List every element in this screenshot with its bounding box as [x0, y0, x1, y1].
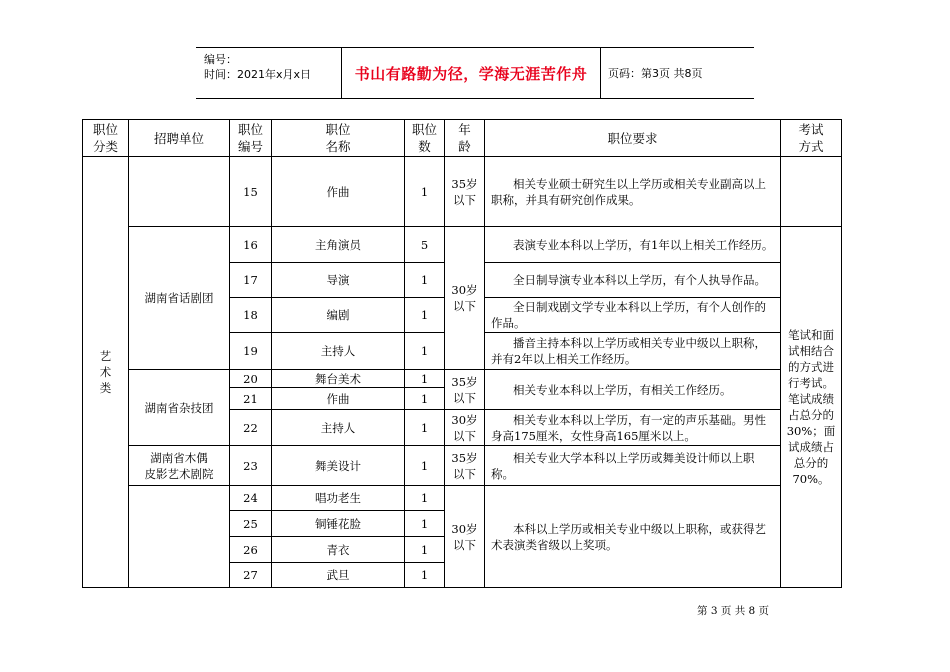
age-cell: 35岁 以下: [445, 370, 485, 410]
header-row: [83, 120, 842, 157]
code-cell: 18: [230, 298, 272, 333]
requirement-cell: 表演专业本科以上学历，有1年以上相关工作经历。: [485, 227, 781, 263]
category-cell: 艺 术 类: [83, 157, 129, 588]
name-cell: 作曲: [272, 388, 405, 410]
name-cell: 武旦: [272, 563, 405, 588]
unit-cell: 湖南省木偶 皮影艺术剧院: [129, 446, 230, 486]
age-cell: 30岁 以下: [445, 410, 485, 446]
requirement-cell: 相关专业大学本科以上学历或舞美设计师以上职称。: [485, 446, 781, 486]
exam-cell-empty: [781, 157, 842, 227]
code-cell: 25: [230, 511, 272, 537]
unit-cell: 湖南省杂技团: [129, 370, 230, 446]
code-cell: 16: [230, 227, 272, 263]
code-cell: 22: [230, 410, 272, 446]
page-header: [196, 47, 754, 99]
count-cell: 1: [405, 157, 445, 227]
requirement-cell: 相关专业硕士研究生以上学历或相关专业副高以上职称，并具有研究创作成果。: [485, 157, 781, 227]
code-cell: 19: [230, 333, 272, 370]
recruitment-table: [82, 119, 842, 588]
count-cell: 1: [405, 486, 445, 511]
name-cell: 青衣: [272, 537, 405, 563]
table-row: [83, 157, 842, 227]
name-cell: 编剧: [272, 298, 405, 333]
count-cell: 1: [405, 511, 445, 537]
page-code: 页码：第3页 共8页: [608, 67, 703, 80]
name-cell: 铜锤花脸: [272, 511, 405, 537]
code-cell: 24: [230, 486, 272, 511]
requirement-cell: 播音主持本科以上学历或相关专业中级以上职称，并有2年以上相关工作经历。: [485, 333, 781, 370]
number-label: 编号：: [204, 53, 237, 66]
count-cell: 5: [405, 227, 445, 263]
code-cell: 17: [230, 263, 272, 298]
code-cell: 26: [230, 537, 272, 563]
header-unit: 招聘单位: [129, 120, 230, 157]
table-row: [83, 227, 842, 263]
requirement-cell: 相关专业本科以上学历，有相关工作经历。: [485, 370, 781, 410]
count-cell: 1: [405, 333, 445, 370]
code-cell: 20: [230, 370, 272, 388]
code-cell: 21: [230, 388, 272, 410]
name-cell: 主持人: [272, 333, 405, 370]
requirement-cell: 相关专业本科以上学历，有一定的声乐基础。男性身高175厘米，女性身高165厘米以上。: [485, 410, 781, 446]
requirement-cell: 本科以上学历或相关专业中级以上职称，或获得艺术表演类省级以上奖项。: [485, 486, 781, 588]
requirement-cell: 全日制导演专业本科以上学历，有个人执导作品。: [485, 263, 781, 298]
count-cell: 1: [405, 388, 445, 410]
age-cell: 30岁 以下: [445, 486, 485, 588]
name-cell: 主角演员: [272, 227, 405, 263]
name-cell: 唱功老生: [272, 486, 405, 511]
name-cell: 舞台美术: [272, 370, 405, 388]
unit-cell: 湖南省话剧团: [129, 227, 230, 370]
age-cell: 30岁 以下: [445, 227, 485, 370]
requirement-cell: 全日制戏剧文学专业本科以上学历，有个人创作的作品。: [485, 298, 781, 333]
page-footer: 第 3 页 共 8 页: [697, 605, 770, 617]
age-cell: 35岁 以下: [445, 446, 485, 486]
count-cell: 1: [405, 446, 445, 486]
header-requirement: 职位要求: [485, 120, 781, 157]
count-cell: 1: [405, 563, 445, 588]
header-age: 年 龄: [445, 120, 485, 157]
name-cell: 舞美设计: [272, 446, 405, 486]
header-meta: [204, 52, 311, 82]
time-text: 时间：2021年x月x日: [204, 68, 312, 81]
count-cell: 1: [405, 370, 445, 388]
header-name: 职位 名称: [272, 120, 405, 157]
count-cell: 1: [405, 410, 445, 446]
count-cell: 1: [405, 537, 445, 563]
code-cell: 27: [230, 563, 272, 588]
header-code: 职位 编号: [230, 120, 272, 157]
name-cell: 主持人: [272, 410, 405, 446]
count-cell: 1: [405, 263, 445, 298]
header-exam: 考试 方式: [781, 120, 842, 157]
count-cell: 1: [405, 298, 445, 333]
table-row: [83, 446, 842, 486]
code-cell: 23: [230, 446, 272, 486]
header-count: 职位 数: [405, 120, 445, 157]
name-cell: 作曲: [272, 157, 405, 227]
table-row: [83, 370, 842, 388]
age-cell: 35岁 以下: [445, 157, 485, 227]
exam-method-cell: 笔试和面试相结合的方式进行考试。笔试成绩占总分的30%；面试成绩占总分的70%。: [781, 227, 842, 588]
unit-cell-empty: [129, 157, 230, 227]
name-cell: 导演: [272, 263, 405, 298]
code-cell: 15: [230, 157, 272, 227]
header-category: 职位 分类: [83, 120, 129, 157]
table-row: [83, 486, 842, 511]
motto: 书山有路勤为径，学海无涯苦作舟: [341, 48, 601, 98]
unit-cell-empty: [129, 486, 230, 588]
